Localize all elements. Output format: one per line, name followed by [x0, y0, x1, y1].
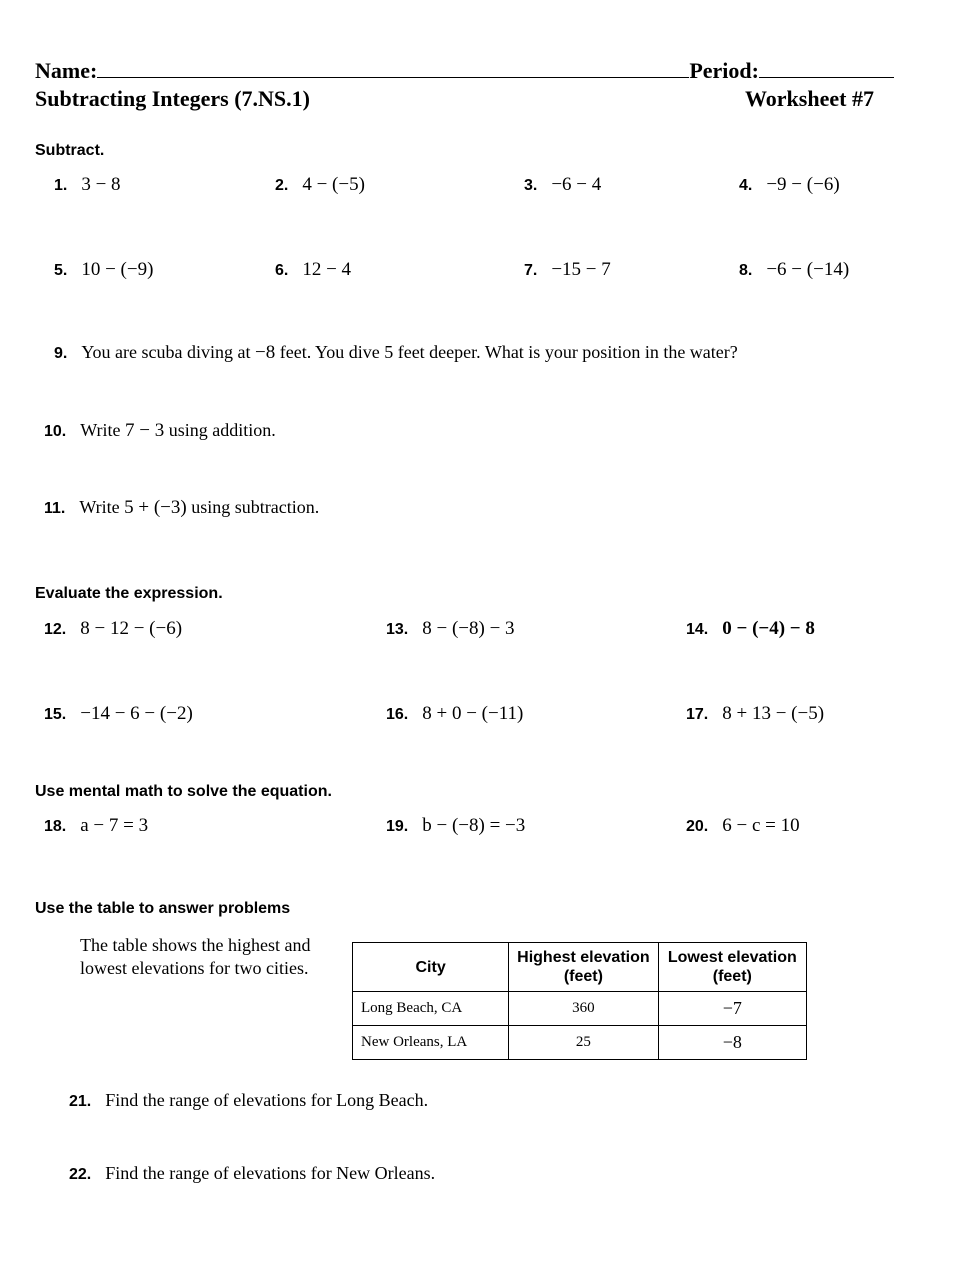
problem-expression: −6 − (−14)	[766, 259, 850, 280]
section-evaluate: Evaluate the expression.	[35, 585, 223, 602]
problem-text: Find the range of elevations for Long Beach.	[105, 1090, 429, 1110]
problem-number: 15.	[44, 706, 67, 723]
name-line[interactable]	[35, 58, 894, 84]
problem-12	[44, 618, 182, 640]
problem-number: 2.	[275, 177, 289, 194]
problem-number: 10.	[44, 423, 67, 440]
period-label: Period:	[689, 58, 759, 83]
problem-number: 17.	[686, 706, 709, 723]
problem-number: 19.	[386, 818, 409, 835]
problem-2	[275, 174, 365, 196]
problem-number: 22.	[69, 1166, 92, 1183]
problem-number: 6.	[275, 262, 289, 279]
section-subtract: Subtract.	[35, 142, 105, 159]
elevation-table	[352, 942, 807, 1060]
table-intro: The table shows the highest and lowest elevations for two cities.	[80, 935, 311, 978]
problem-expression: −6 − 4	[551, 174, 602, 195]
problem-16	[386, 703, 523, 725]
problem-11	[44, 497, 319, 519]
city-cell: Long Beach, CA	[353, 992, 509, 1026]
problem-5	[54, 259, 153, 281]
problem-text: Write 5 + (−3) using subtraction.	[79, 497, 320, 518]
problem-3	[524, 174, 601, 196]
problem-expression: 8 + 13 − (−5)	[722, 703, 825, 724]
name-blank[interactable]	[97, 59, 689, 78]
problem-number: 18.	[44, 818, 67, 835]
problem-1	[54, 174, 121, 196]
problem-number: 3.	[524, 177, 538, 194]
problem-18	[44, 815, 148, 837]
problem-expression: −15 − 7	[551, 259, 611, 280]
problem-13	[386, 618, 515, 640]
highest-cell: 25	[509, 1026, 658, 1060]
worksheet-title: Subtracting Integers (7.NS.1)	[35, 86, 310, 111]
header-highest: Highest elevation (feet)	[509, 943, 658, 992]
problem-number: 9.	[54, 345, 68, 362]
problem-text: Write 7 − 3 using addition.	[80, 420, 276, 441]
table-row	[353, 992, 807, 1026]
problem-text: You are scuba diving at −8 feet. You dive 5 feet deeper. What is your position in the water?	[81, 342, 738, 363]
problem-14	[686, 618, 815, 640]
worksheet-number: Worksheet #7	[745, 86, 874, 111]
header-lowest: Lowest elevation (feet)	[658, 943, 806, 992]
problem-expression: 8 + 0 − (−11)	[422, 703, 524, 724]
problem-19	[386, 815, 525, 837]
lowest-cell: −7	[658, 992, 806, 1026]
problem-expression: 8 − (−8) − 3	[422, 618, 515, 639]
problem-9	[54, 342, 738, 364]
problem-21	[69, 1090, 428, 1111]
problem-20	[686, 815, 800, 837]
problem-10	[44, 420, 276, 442]
problem-expression: 10 − (−9)	[81, 259, 154, 280]
problem-8	[739, 259, 849, 281]
problem-number: 7.	[524, 262, 538, 279]
table-row	[353, 1026, 807, 1060]
problem-expression: 8 − 12 − (−6)	[80, 618, 183, 639]
header-city: City	[353, 943, 509, 992]
problem-expression: 4 − (−5)	[302, 174, 365, 195]
problem-expression: 3 − 8	[81, 174, 121, 195]
problem-17	[686, 703, 824, 725]
problem-number: 14.	[686, 621, 709, 638]
problem-number: 8.	[739, 262, 753, 279]
section-table: Use the table to answer problems	[35, 900, 291, 917]
problem-number: 4.	[739, 177, 753, 194]
table-header-row	[353, 943, 807, 992]
problem-22	[69, 1163, 435, 1184]
problem-expression: 0 − (−4) − 8	[722, 618, 815, 639]
problem-7	[524, 259, 611, 281]
problem-number: 12.	[44, 621, 67, 638]
problem-expression: b − (−8) = −3	[422, 815, 526, 836]
problem-expression: −9 − (−6)	[766, 174, 840, 195]
lowest-cell: −8	[658, 1026, 806, 1060]
problem-expression: 12 − 4	[302, 259, 352, 280]
period-blank[interactable]	[759, 59, 894, 78]
problem-number: 5.	[54, 262, 68, 279]
problem-number: 16.	[386, 706, 409, 723]
name-label: Name:	[35, 58, 98, 83]
problem-number: 21.	[69, 1093, 92, 1110]
problem-4	[739, 174, 840, 196]
problem-expression: 6 − c = 10	[722, 815, 800, 836]
problem-number: 1.	[54, 177, 68, 194]
problem-text: Find the range of elevations for New Orleans.	[105, 1163, 436, 1183]
section-mental-math: Use mental math to solve the equation.	[35, 783, 332, 800]
problem-15	[44, 703, 193, 725]
problem-number: 11.	[44, 500, 66, 517]
highest-cell: 360	[509, 992, 658, 1026]
city-cell: New Orleans, LA	[353, 1026, 509, 1060]
problem-number: 20.	[686, 818, 709, 835]
problem-6	[275, 259, 351, 281]
problem-expression: −14 − 6 − (−2)	[80, 703, 193, 724]
problem-number: 13.	[386, 621, 409, 638]
problem-expression: a − 7 = 3	[80, 815, 149, 836]
